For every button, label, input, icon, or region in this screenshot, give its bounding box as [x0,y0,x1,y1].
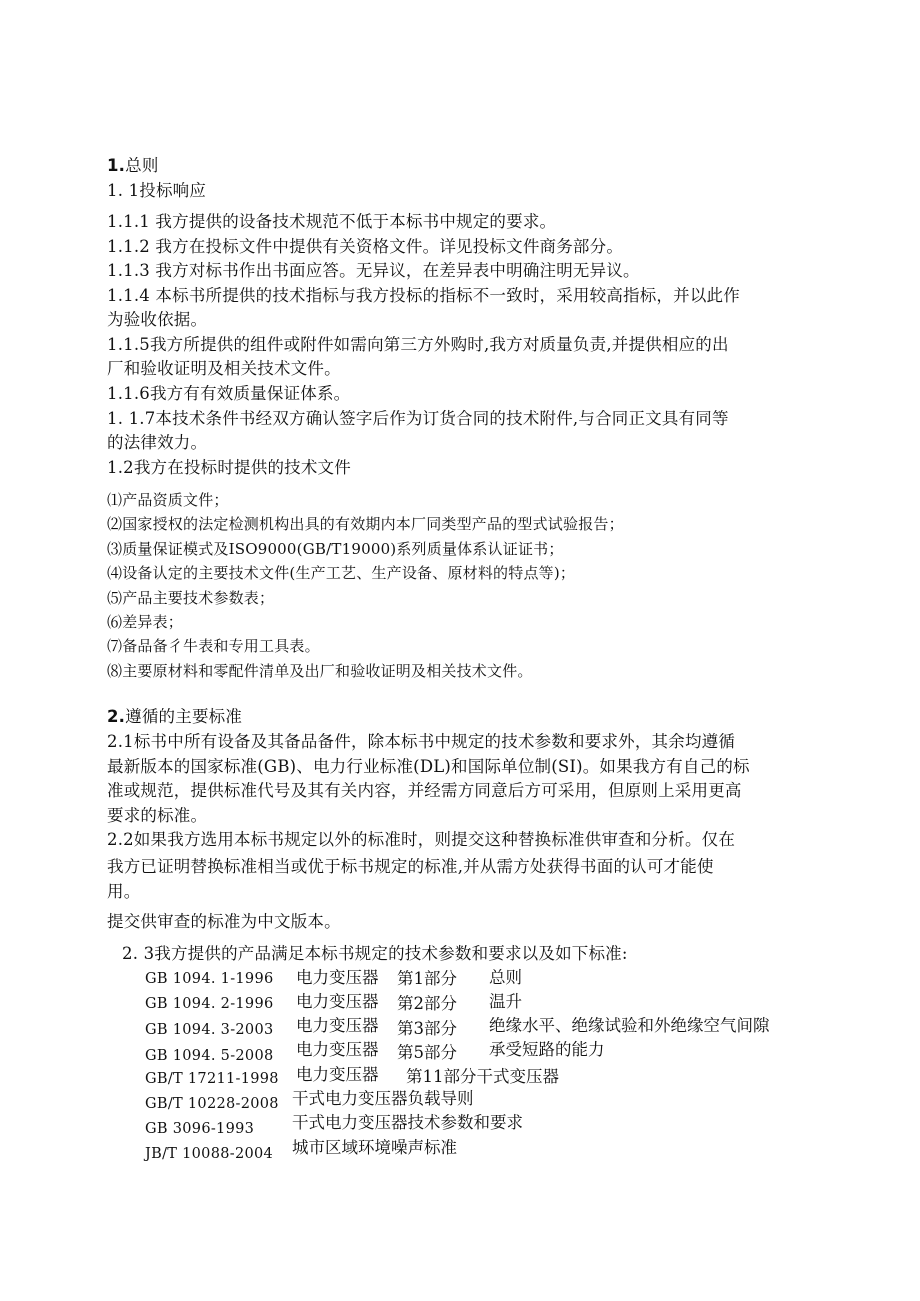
standard-code: GB/T 17211-1998 [145,1071,279,1087]
clause-2-1-cont-1: 最新版本的国家标准(GB)、电力行业标准(DL)和国际单位制(SI)。如果我方有自己的标 [107,757,750,776]
standard-name: 干式电力变压器技术参数和要求 [292,1113,523,1132]
doc-item-3: ⑶质量保证模式及ISO9000(GB/T19000)系列质量体系认证证书； [107,540,564,558]
standard-title: 承受短路的能力 [489,1040,605,1059]
doc-item-5: ⑸产品主要技术参数表； [107,589,275,607]
doc-item-6: ⑹差异表； [107,613,184,631]
standard-code: JB/T 10088-2004 [145,1146,274,1162]
clause-1-1-4-cont: 为验收依据。 [107,310,208,329]
standard-name: 电力变压器 [296,992,379,1011]
clause-2-1-cont-3: 要求的标准。 [107,806,208,825]
doc-item-7: ⑺备品备彳牛表和专用工具表。 [107,637,320,655]
clause-1-1-5: 1.1.5我方所提供的组件或附件如需向第三方外购时,我方对质量负责,并提供相应的出 [107,335,729,354]
clause-1-1-7: 1. 1.7本技术条件书经双方确认签字后作为订货合同的技术附件,与合同正文具有同等 [107,409,729,428]
clause-2-1-cont-2: 准或规范，提供标准代号及其有关内容，并经需方同意后方可采用，但原则上采用更高 [107,781,742,800]
doc-item-8: ⑻主要原材料和零配件清单及出厂和验收证明及相关技术文件。 [107,662,533,680]
clause-2-2-cont-2: 用。 [107,882,141,901]
standard-part: 第2部分 [397,994,457,1013]
standard-part: 第11部分干式变压器 [406,1067,559,1086]
clause-2-2-cont-1: 我方已证明替换标准相当或优于标书规定的标准,并从需方处获得书面的认可才能使 [107,857,714,876]
clause-1-1-2: 1.1.2 我方在投标文件中提供有关资格文件。详见投标文件商务部分。 [107,237,624,256]
standard-name: 城市区域环境噪声标准 [292,1138,457,1157]
section-1-heading [107,156,159,176]
clause-1-1-3: 1.1.3 我方对标书作出书面应答。无异议，在差异表中明确注明无异议。 [107,261,640,280]
standard-title: 绝缘水平、绝缘试验和外绝缘空气间隙 [489,1016,770,1035]
clause-1-1-5-cont: 厂和验收证明及相关技术文件。 [107,359,341,378]
standard-name: 电力变压器 [296,1040,379,1059]
clause-1-1-6: 1.1.6我方有有效质量保证体系。 [107,384,351,403]
standard-part: 第3部分 [397,1019,457,1038]
standard-title: 温升 [489,992,522,1011]
standard-code: GB 1094. 5-2008 [145,1048,274,1064]
section-2-number: 2. [107,707,126,726]
section-1-title: 总则 [125,156,159,175]
standard-code: GB/T 10228-2008 [145,1096,279,1112]
clause-1-1-1: 1.1.1 我方提供的设备技术规范不低于本标书中规定的要求。 [107,212,557,231]
clause-1-1-7-cont: 的法律效力。 [107,433,208,452]
standard-code: GB 3096-1993 [145,1121,255,1137]
clause-2-2: 2.2如果我方选用本标书规定以外的标准时，则提交这种替换标准供审查和分析。仅在 [107,830,736,849]
clause-2-1: 2.1标书中所有设备及其备品备件，除本标书中规定的技术参数和要求外，其余均遵循 [107,732,736,751]
standard-name: 电力变压器 [296,968,379,987]
standard-part: 第5部分 [397,1043,457,1062]
standard-code: GB 1094. 2-1996 [145,996,274,1012]
doc-item-4: ⑷设备认定的主要技术文件(生产工艺、生产设备、原材料的特点等)； [107,564,576,582]
clause-2-2-cont-3: 提交供审查的标准为中文版本。 [107,912,341,931]
doc-item-2: ⑵国家授权的法定检测机构出具的有效期内本厂同类型产品的型式试验报告； [107,515,624,533]
clause-2-3: 2. 3我方提供的产品满足本标书规定的技术参数和要求以及如下标准: [122,944,628,963]
standard-title: 总则 [489,968,522,987]
standard-code: GB 1094. 1-1996 [145,971,274,987]
subsection-1-1-title: 1. 1投标响应 [107,181,207,200]
standard-code: GB 1094. 3-2003 [145,1022,274,1038]
section-2-title: 遵循的主要标准 [125,707,243,726]
section-1-number: 1. [107,156,126,175]
standard-part: 第1部分 [397,969,457,988]
subsection-1-2-title: 1.2我方在投标时提供的技术文件 [107,458,351,477]
clause-1-1-4: 1.1.4 本标书所提供的技术指标与我方投标的指标不一致时，采用较高指标，并以此作 [107,286,740,305]
doc-item-1: ⑴产品资质文件； [107,491,229,509]
standard-name: 电力变压器 [296,1065,379,1084]
standard-name: 电力变压器 [296,1016,379,1035]
standard-name: 干式电力变压器负载导则 [292,1089,474,1108]
section-2-heading [107,707,242,727]
